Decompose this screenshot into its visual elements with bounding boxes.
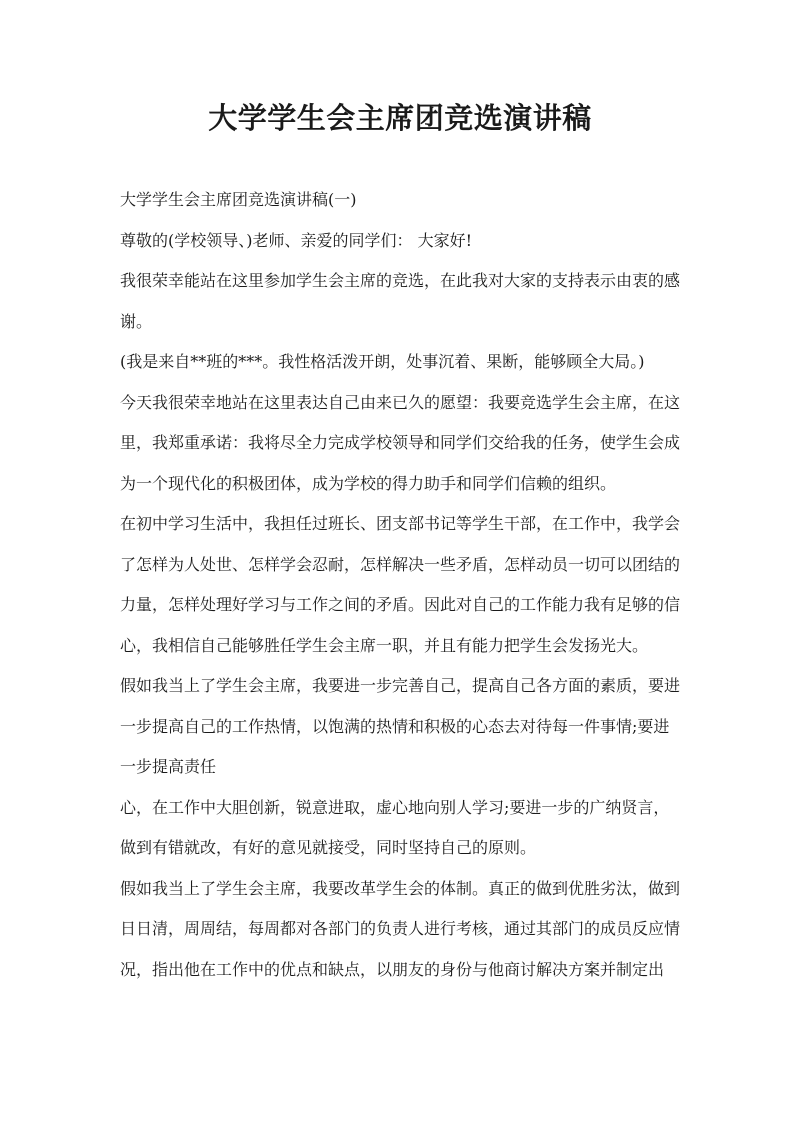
paragraph-greeting: 尊敬的(学校领导、)老师、亲爱的同学们： 大家好!: [120, 230, 473, 250]
paragraph-wish: 今天我很荣幸地站在这里表达自己由来已久的愿望：我要竞选学生会主席，在这里，我郑重承诺：我将尽全力完成学校领导和同学们交给我的任务，使学生会成为一个现代化的积极团体，成为学校的得力助手和同学们信赖的组织。: [120, 392, 681, 493]
paragraph-self-intro: (我是来自**班的***。我性格活泼开朗，处事沉着、果断，能够顾全大局。): [120, 352, 645, 371]
paragraph-reform: 假如我当上了学生会主席，我要改革学生会的体制。真正的做到优胜劣汰，做到日日清，周周结，每周都对各部门的负责人进行考核，通过其部门的成员反应情况，指出他在工作中的优点和缺点，以朋友的身份与他商讨解决方案并制定出: [120, 878, 681, 979]
document-subtitle: 大学学生会主席团竞选演讲稿(一): [120, 190, 357, 209]
paragraph-thanks: 我很荣幸能站在这里参加学生会主席的竞选，在此我对大家的支持表示由衷的感谢。: [120, 271, 681, 331]
paragraph-responsibility: 心，在工作中大胆创新，锐意进取，虚心地向别人学习;要进一步的广纳贤言，做到有错就改，有好的意见就接受，同时坚持自己的原则。: [120, 797, 670, 857]
document-title: 大学学生会主席团竞选演讲稿: [208, 101, 592, 135]
paragraph-improve-self: 假如我当上了学生会主席，我要进一步完善自己，提高自己各方面的素质，要进一步提高自己的工作热情，以饱满的热情和积极的心态去对待每一件事情;要进一步提高责任: [120, 676, 681, 776]
paragraph-experience: 在初中学习生活中，我担任过班长、团支部书记等学生干部，在工作中，我学会了怎样为人处世、怎样学会忍耐，怎样解决一些矛盾，怎样动员一切可以团结的力量，怎样处理好学习与工作之间的矛盾。因此对自己的工作能力我有足够的信心，我相信自己能够胜任学生会主席一职，并且有能力把学生会发扬光大。: [120, 514, 681, 655]
document-body: [120, 180, 682, 990]
